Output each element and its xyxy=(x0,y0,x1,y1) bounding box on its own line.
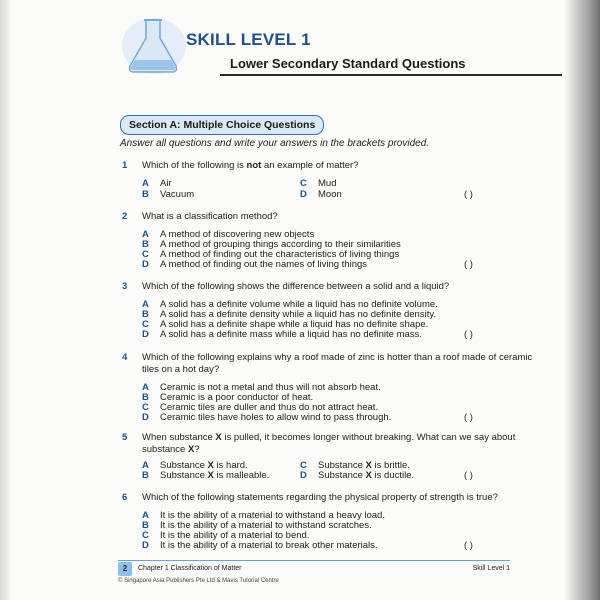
answer-bracket[interactable]: ( ) xyxy=(464,412,473,423)
option-letter: C xyxy=(142,249,149,260)
option-letter: B xyxy=(142,392,149,403)
question-number: 4 xyxy=(122,352,128,363)
option-text: Moon xyxy=(318,189,342,200)
page-subtitle: Lower Secondary Standard Questions xyxy=(230,56,466,71)
option-letter: D xyxy=(300,189,307,200)
page-header xyxy=(120,14,560,78)
page-binding-shadow xyxy=(0,0,10,600)
header-rule xyxy=(220,74,562,76)
question-number: 5 xyxy=(122,432,128,443)
option-text: It is the ability of a material to break other materials. xyxy=(160,540,378,551)
option-text: A method of discovering new objects xyxy=(160,229,315,240)
answer-bracket[interactable]: ( ) xyxy=(464,189,473,200)
question-number: 1 xyxy=(122,160,128,171)
page-footer xyxy=(118,560,510,577)
question-text-line-2: substance X? xyxy=(142,444,200,455)
option-letter: D xyxy=(142,540,149,551)
skill-level-label: Skill Level 1 xyxy=(472,565,510,572)
question-text: Which of the following statements regarding the physical property of strength is true? xyxy=(142,492,498,503)
option-letter: B xyxy=(142,520,149,531)
option-letter: D xyxy=(142,412,149,423)
option-text: Ceramic tiles are duller and thus do not attract heat. xyxy=(160,402,379,413)
question-text-line-2: tiles on a hot day? xyxy=(142,364,220,375)
option-letter: A xyxy=(142,229,149,240)
option-text: Air xyxy=(160,178,172,189)
answer-bracket[interactable]: ( ) xyxy=(464,259,473,270)
option-text: A method of grouping things according to their similarities xyxy=(160,239,401,250)
option-text: Ceramic is not a metal and thus will not absorb heat. xyxy=(160,382,381,393)
option-text: It is the ability of a material to withstand scratches. xyxy=(160,520,372,531)
copyright-text: © Singapore Asia Publishers Pte Ltd & Mavis Tutorial Centre xyxy=(118,578,279,584)
page-number: 2 xyxy=(118,562,132,576)
option-letter: B xyxy=(142,189,149,200)
question-number: 6 xyxy=(122,492,128,503)
answer-bracket[interactable]: ( ) xyxy=(464,540,473,551)
option-letter: A xyxy=(142,178,149,189)
question-text: Which of the following shows the difference between a solid and a liquid? xyxy=(142,281,450,292)
option-letter: A xyxy=(142,382,149,393)
question-text-line-1: When substance X is pulled, it becomes longer without breaking. What can we say about xyxy=(142,432,516,443)
option-letter: B xyxy=(142,309,149,320)
option-text: It is the ability of a material to withstand a heavy load. xyxy=(160,510,385,521)
option-letter: D xyxy=(142,329,149,340)
chapter-label: Chapter 1 Classification of Matter xyxy=(138,565,242,572)
option-text: Ceramic is a poor conductor of heat. xyxy=(160,392,314,403)
option-letter: C xyxy=(300,178,307,189)
option-letter: D xyxy=(142,259,149,270)
option-text: A solid has a definite shape while a liquid has no definite shape. xyxy=(160,319,429,330)
option-text: Substance X is malleable. xyxy=(160,470,270,481)
option-text: Mud xyxy=(318,178,337,189)
option-letter: A xyxy=(142,460,149,471)
flask-icon xyxy=(120,14,190,76)
option-text: Substance X is brittle. xyxy=(318,460,410,471)
question-number: 2 xyxy=(122,211,128,222)
option-letter: C xyxy=(142,530,149,541)
question-text: What is a classification method? xyxy=(142,211,278,222)
answer-bracket[interactable]: ( ) xyxy=(464,329,473,340)
question-number: 3 xyxy=(122,281,128,292)
option-letter: C xyxy=(142,402,149,413)
option-letter: B xyxy=(142,239,149,250)
option-letter: C xyxy=(142,319,149,330)
option-text: Substance X is ductile. xyxy=(318,470,415,481)
option-letter: B xyxy=(142,470,149,481)
option-text: A solid has a definite mass while a liquid has no definite mass. xyxy=(160,329,422,340)
page-edge-shadow xyxy=(564,0,600,600)
option-letter: A xyxy=(142,299,149,310)
option-letter: A xyxy=(142,510,149,521)
option-text: Substance X is hard. xyxy=(160,460,248,471)
instructions-text: Answer all questions and write your answers in the brackets provided. xyxy=(120,138,430,149)
question-text: Which of the following is not an example of matter? xyxy=(142,160,359,171)
section-heading-badge: Section A: Multiple Choice Questions xyxy=(120,115,324,135)
option-text: Vacuum xyxy=(160,189,195,200)
option-letter: D xyxy=(300,470,307,481)
option-text: A method of finding out the characteristics of living things xyxy=(160,249,400,260)
option-text: Ceramic tiles have holes to allow wind to pass through. xyxy=(160,412,392,423)
option-text: It is the ability of a material to bend. xyxy=(160,530,310,541)
option-text: A solid has a definite volume while a liquid has no definite volume. xyxy=(160,299,438,310)
option-text: A solid has a definite density while a liquid has no definite density. xyxy=(160,309,437,320)
skill-level-title: SKILL LEVEL 1 xyxy=(186,30,311,49)
question-text-line-1: Which of the following explains why a roof made of zinc is hotter than a roof made of ceramic xyxy=(142,352,533,363)
option-letter: C xyxy=(300,460,307,471)
answer-bracket[interactable]: ( ) xyxy=(464,470,473,481)
option-text: A method of finding out the names of living things xyxy=(160,259,368,270)
